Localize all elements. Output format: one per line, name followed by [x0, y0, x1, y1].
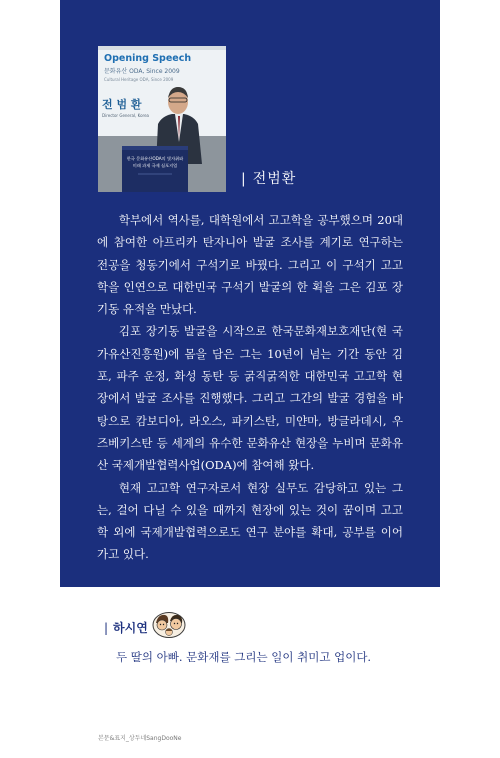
author-photo — [98, 46, 226, 192]
footer-credit: 본문&표지_상두네SangDooNe — [98, 735, 182, 742]
author-name-label — [241, 168, 296, 188]
author-name: 전범환 — [252, 171, 297, 187]
nameplate-subtitle: Director General, Korea — [102, 113, 149, 118]
bio-paragraph-2: 김포 장기동 발굴을 시작으로 한국문화재보호재단(현 국가유산진흥원)에 몸을 담은 그는 10년이 넘는 기간 동안 김포, 파주 운정, 화성 동탄 등 굵직굵직한 대한민국 고고학 현장에서 발굴 조사를 진행했다. 그리고 그간의 발굴 경험을 바탕으로 캄보디아, 라오스, 파키스탄, 미얀마, 방글라데시, 우즈베키스탄 등 세계의 유수한 문화유산 현장을 누비며 문화유산 국제개발협력사업(ODA)에 참여해 왔다. — [97, 324, 403, 473]
illustrator-bar: | — [104, 621, 109, 635]
podium-line-1: 한국 문화유산ODA의 빛자취와 — [126, 156, 184, 161]
name-bar: | — [241, 171, 247, 187]
illustrator-name-label — [104, 619, 148, 636]
slide-title-text: Opening Speech — [104, 53, 192, 64]
slide-line-1: 문화유산 ODA, Since 2009 — [104, 68, 180, 75]
nameplate-name: 전 범 환 — [102, 98, 142, 111]
illustrator-description: 두 딸의 아빠. 문화재를 그리는 일이 취미고 업이다. — [116, 650, 372, 664]
podium-line-2: 미래 과제 국제 심포지엄 — [132, 163, 178, 168]
podium — [122, 146, 188, 192]
illustrator-name: 하시연 — [113, 621, 148, 635]
slide-line-2: Cultural Heritage ODA, Since 2009 — [104, 77, 174, 82]
author-bio — [97, 209, 403, 566]
bio-paragraph-1: 학부에서 역사를, 대학원에서 고고학을 공부했으며 20대에 참여한 아프리카 탄자니아 발굴 조사를 계기로 연구하는 전공을 청동기에서 구석기로 바꿨다. 그리고 이 구석기 고고학을 인연으로 대한민국 구석기 발굴의 한 획을 그은 김포 장기동 유적을 만났다. — [97, 213, 403, 317]
bio-paragraph-3: 현재 고고학 연구자로서 현장 실무도 감당하고 있는 그는, 걸어 다닐 수 있을 때까지 현장에 있는 것이 꿈이며 고고학 외에 국제개발협력으로도 연구 분야를 확대, 공부를 이어가고 있다. — [97, 480, 403, 562]
family-cartoon-icon — [152, 611, 186, 639]
